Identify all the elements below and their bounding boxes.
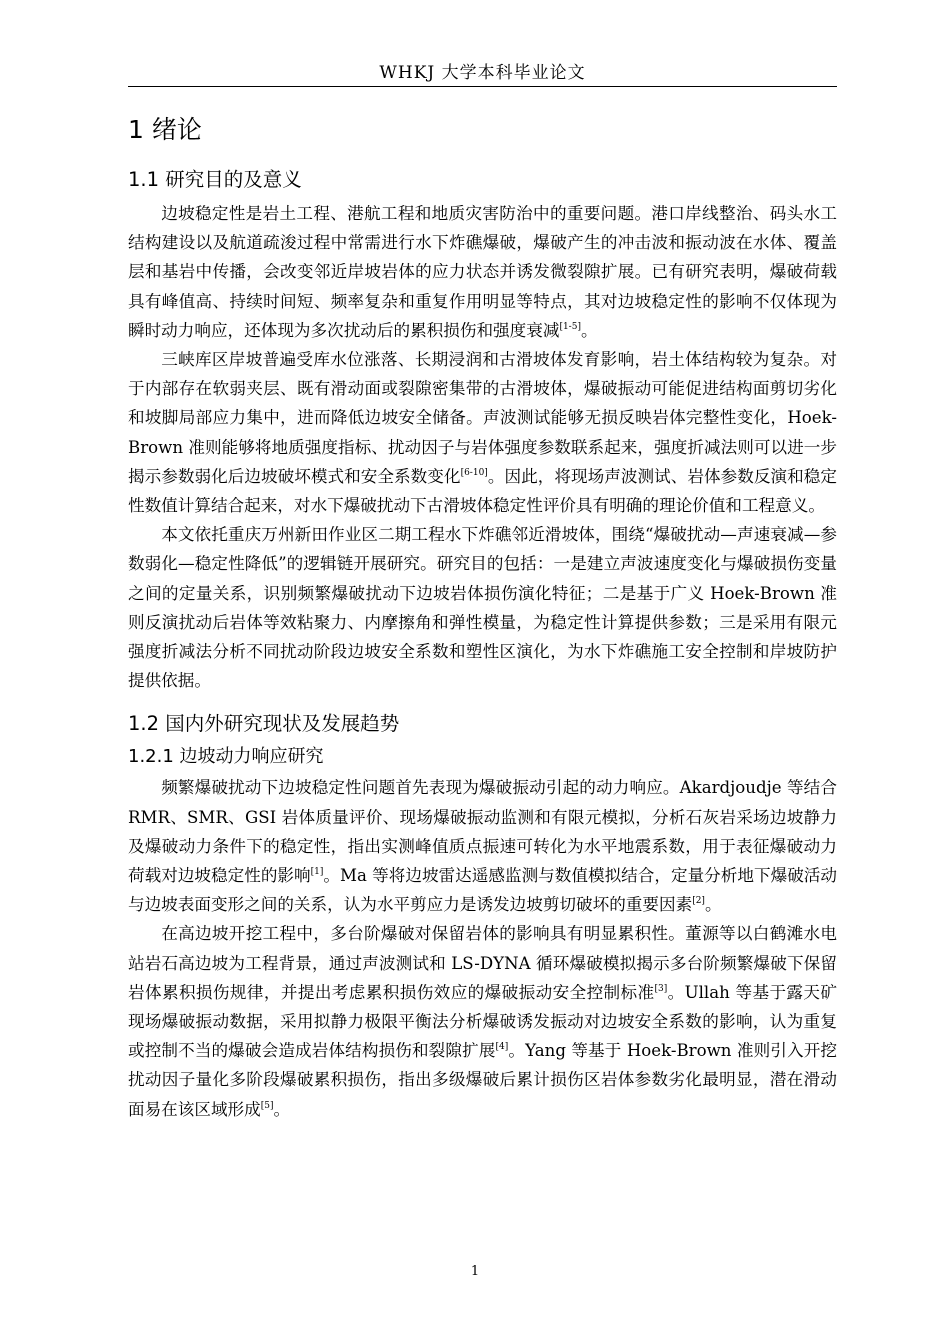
citation: [2]	[692, 896, 705, 907]
chapter-title: 1 绪论	[128, 115, 202, 144]
paragraph: 频繁爆破扰动下边坡稳定性问题首先表现为爆破振动引起的动力响应。Akardjoudje 等结合 RMR、SMR、GSI 岩体质量评价、现场爆破振动监测和有限元模拟，分析石灰岩采场边坡静力及爆破动力条件下的稳定性，指出实测峰值质点振速可转化为水平地震系数，用于表征爆破动力荷载对边坡稳定性的影响[1]。Ma 等将边坡雷达遥感监测与数值模拟结合，定量分析地下爆破活动与边坡表面变形之间的关系，认为水平剪应力是诱发边坡剪切破坏的重要因素[2]。	[128, 778, 837, 915]
paragraph: 三峡库区岸坡普遍受库水位涨落、长期浸润和古滑坡体发育影响，岩土体结构较为复杂。对于内部存在软弱夹层、既有滑动面或裂隙密集带的古滑坡体，爆破振动可能促进结构面剪切劣化和坡脚局部应力集中，进而降低边坡安全储备。声波测试能够无损反映岩体完整性变化，Hoek-Brown 准则能够将地质强度指标、扰动因子与岩体强度参数联系起来，强度折减法则可以进一步揭示参数弱化后边坡破坏模式和安全系数变化[6-10]。因此，将现场声波测试、岩体参数反演和稳定性数值计算结合起来，对水下爆破扰动下古滑坡体稳定性评价具有明确的理论价值和工程意义。	[128, 350, 838, 516]
citation: [1-5]	[559, 321, 581, 332]
citation: [1]	[310, 867, 324, 878]
running-header: WHKJ 大学本科毕业论文	[128, 62, 837, 87]
paragraph: 本文依托重庆万州新田作业区二期工程水下炸礁邻近滑坡体，围绕“爆破扰动—声速衰减—参数弱化—稳定性降低”的逻辑链开展研究。研究目的包括：一是建立声波速度变化与爆破损伤变量之间的定量关系，识别频繁爆破扰动下边坡岩体损伤演化特征；二是基于广义 Hoek-Brown 准则反演扰动后岩体等效粘聚力、内摩擦角和弹性模量，为稳定性计算提供参数；三是采用有限元强度折减法分析不同扰动阶段边坡安全系数和塑性区演化，为水下炸礁施工安全控制和岸坡防护提供依据。	[128, 525, 837, 691]
section-title-1-1: 1.1 研究目的及意义	[128, 168, 302, 191]
section-title-1-2: 1.2 国内外研究现状及发展趋势	[128, 712, 400, 736]
citation: [4]	[495, 1042, 509, 1053]
citation: [5]	[260, 1100, 274, 1111]
citation: [3]	[654, 983, 668, 994]
paragraph: 在高边坡开挖工程中，多台阶爆破对保留岩体的影响具有明显累积性。董源等以白鹤滩水电站岩石高边坡为工程背景，通过声波测试和 LS-DYNA 循环爆破模拟揭示多台阶频繁爆破下保留岩体累积损伤规律，并提出考虑累积损伤效应的爆破振动安全控制标准[3]。Ullah 等基于露天矿现场爆破振动数据，采用拟静力极限平衡法分析爆破诱发振动对边坡安全系数的影响，认为重复或控制不当的爆破会造成岩体结构损伤和裂隙扩展[4]。Yang 等基于 Hoek-Brown 准则引入开挖扰动因子量化多阶段爆破累积损伤，指出多级爆破后累计损伤区岩体参数劣化最明显，潜在滑动面易在该区域形成[5]。	[128, 924, 837, 1119]
subsection-title-1-2-1: 1.2.1 边坡动力响应研究	[128, 746, 324, 768]
page-number: 1	[470, 1264, 480, 1279]
citation: [6-10]	[460, 467, 488, 478]
page-body	[128, 112, 837, 1124]
paragraph: 边坡稳定性是岩土工程、港航工程和地质灾害防治中的重要问题。港口岸线整治、码头水工结构建设以及航道疏浚过程中常需进行水下炸礁爆破，爆破产生的冲击波和振动波在水体、覆盖层和基岩中传播，会改变邻近岸坡岩体的应力状态并诱发微裂隙扩展。已有研究表明，爆破荷载具有峰值高、持续时间短、频率复杂和重复作用明显等特点，其对边坡稳定性的影响不仅体现为瞬时动力响应，还体现为多次扰动后的累积损伤和强度衰减[1-5]。	[128, 204, 837, 340]
